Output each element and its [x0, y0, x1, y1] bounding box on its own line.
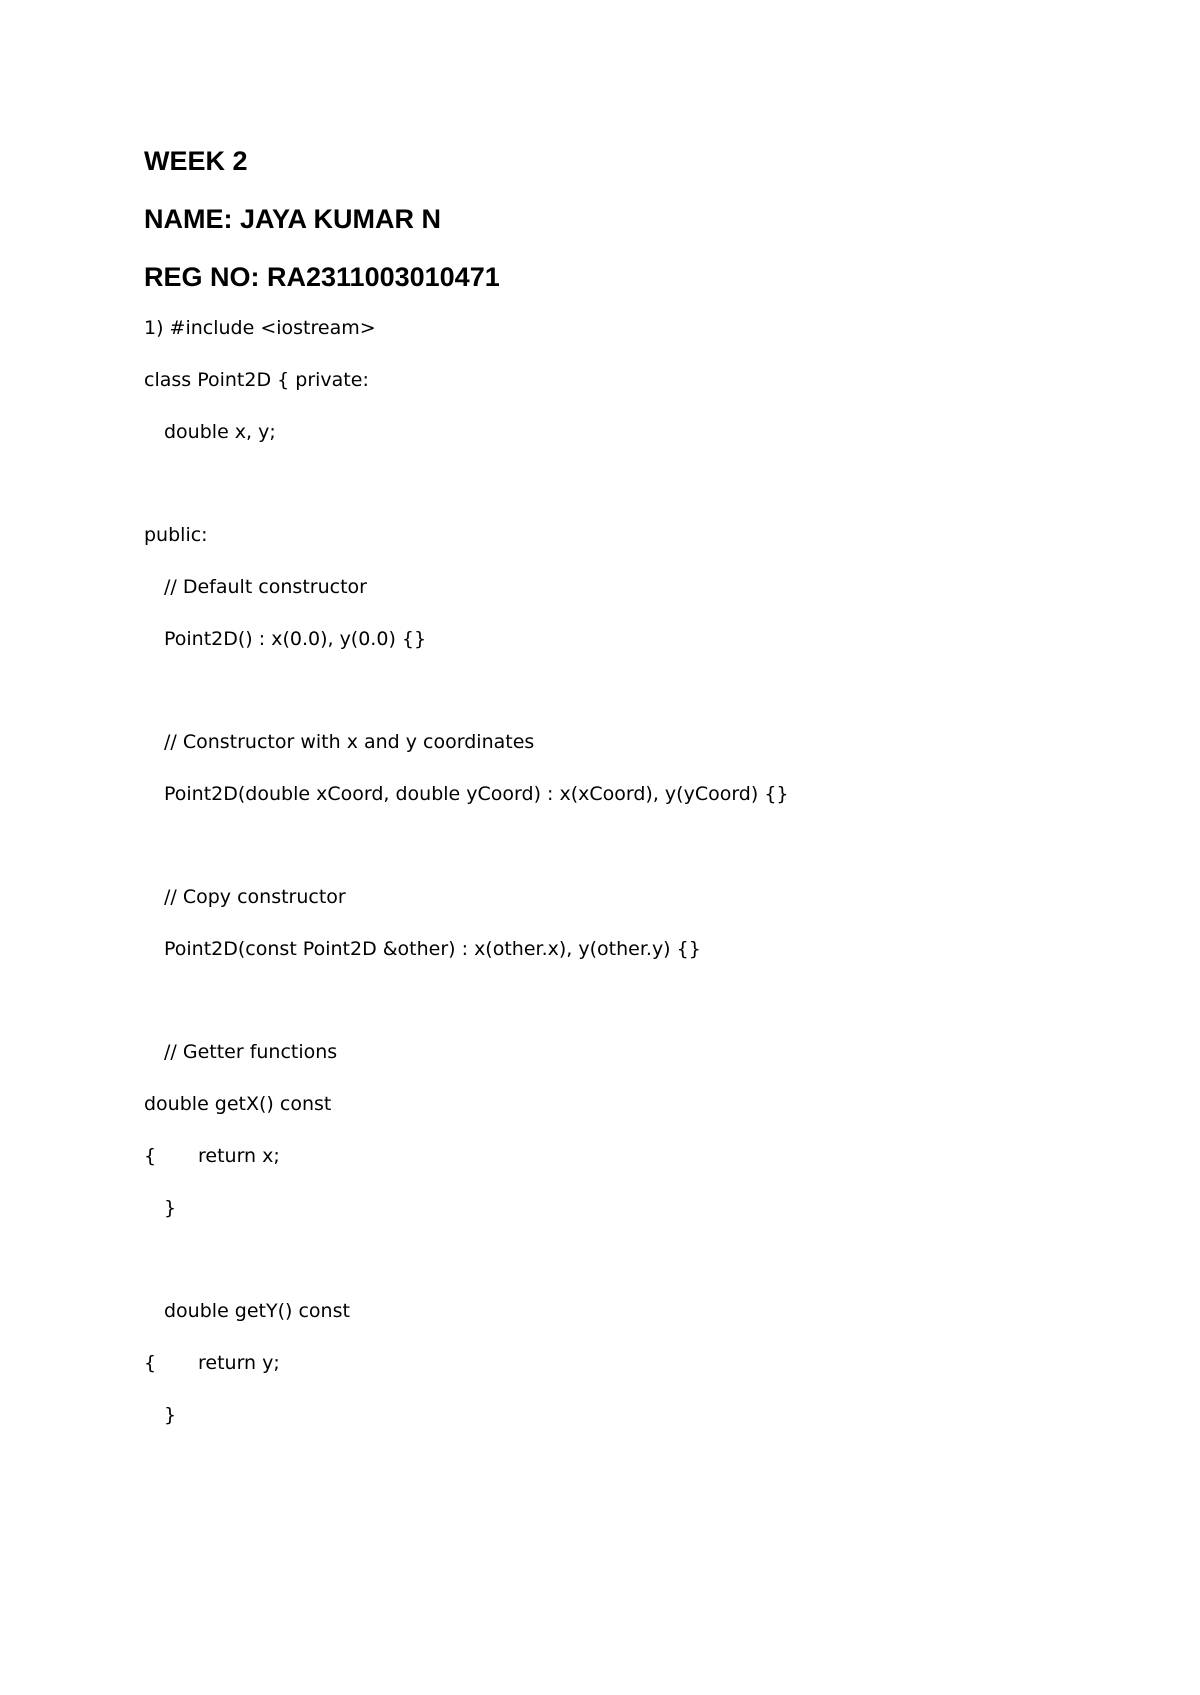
code-comment-line: // Copy constructor	[164, 886, 346, 908]
code-line: 1) #include <iostream>	[144, 317, 376, 339]
code-comment-line: // Constructor with x and y coordinates	[164, 731, 535, 753]
reg-no-heading: REG NO: RA2311003010471	[144, 262, 500, 292]
return-statement: return x;	[198, 1145, 280, 1167]
code-comment-line: // Getter functions	[164, 1041, 338, 1063]
code-line: public:	[144, 524, 208, 546]
student-name-heading: NAME: JAYA KUMAR N	[144, 204, 442, 234]
code-line: double getX() const	[144, 1093, 332, 1115]
code-line: double x, y;	[164, 421, 276, 443]
code-line: }	[164, 1197, 177, 1219]
code-line: double getY() const	[164, 1300, 350, 1322]
open-brace: {	[144, 1145, 157, 1167]
code-line: }	[164, 1404, 177, 1426]
code-line: class Point2D { private:	[144, 369, 369, 391]
return-statement: return y;	[198, 1352, 280, 1374]
code-comment-line: // Default constructor	[164, 576, 367, 598]
code-line: Point2D(double xCoord, double yCoord) : x(xCoord), y(yCoord) {}	[164, 783, 789, 805]
code-line: Point2D(const Point2D &other) : x(other.x), y(other.y) {}	[164, 938, 701, 960]
code-line	[144, 1144, 280, 1168]
code-line: Point2D() : x(0.0), y(0.0) {}	[164, 628, 427, 650]
week-heading: WEEK 2	[144, 146, 248, 176]
open-brace: {	[144, 1352, 157, 1374]
code-line	[144, 1351, 280, 1375]
